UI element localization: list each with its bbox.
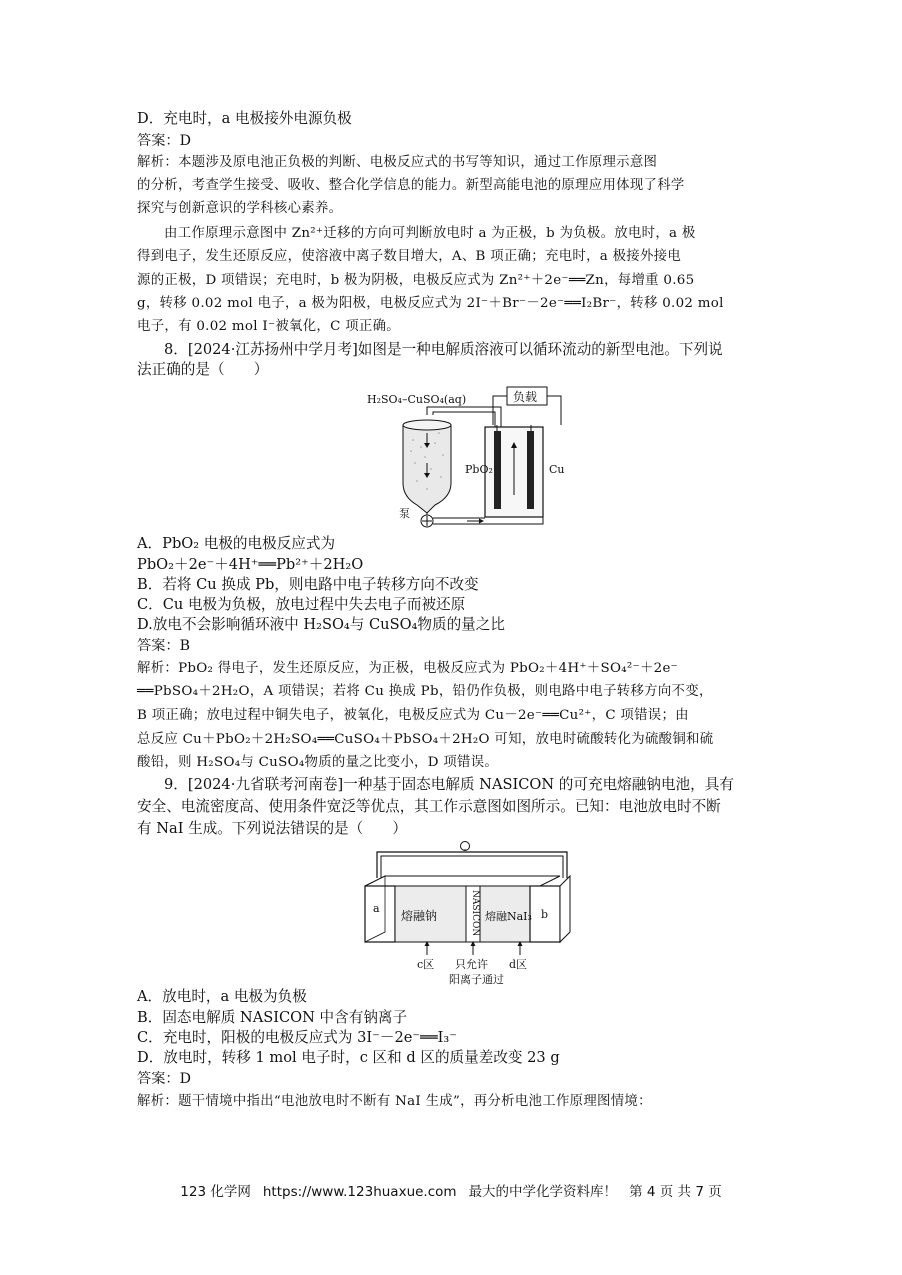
option-c-q9: C．充电时，阳极的电极反应式为 3I⁻－2e⁻══I₃⁻ <box>137 1029 457 1046</box>
circulating-battery-diagram <box>355 385 585 530</box>
load-label: 负载 <box>513 390 538 404</box>
note-line-2: 阳离子通过 <box>449 973 504 985</box>
option-c-q8: C．Cu 电极为负极，放电过程中失去电子而被还原 <box>137 596 466 613</box>
footer-slogan: 最大的中学化学资料库！ <box>468 1184 618 1200</box>
option-b-q8: B．若将 Cu 换成 Pb，则电路中电子转移方向不改变 <box>137 576 479 593</box>
analysis-line: 解析：PbO₂ 得电子，发生还原反应，为正极，电极反应式为 PbO₂＋4H⁺＋SO₄²⁻＋2e⁻ <box>137 661 679 676</box>
left-melt-label: 熔融钠 <box>401 909 438 923</box>
molten-sodium-battery-diagram <box>355 840 585 985</box>
solution-label: H₂SO₄–CuSO₄(aq) <box>367 393 467 406</box>
note-line-1: 只允许 <box>455 958 488 971</box>
option-b-q9: B．固态电解质 NASICON 中含有钠离子 <box>137 1009 408 1026</box>
analysis-line: 电子，有 0.02 mol I⁻被氧化，C 项正确。 <box>137 319 400 334</box>
zone-d-label: d区 <box>509 958 528 971</box>
pbo2-electrode-label: PbO₂ <box>465 463 493 476</box>
analysis-line: 得到电子，发生还原反应，使溶液中离子数目增大，A、B 项正确；充电时，a 极接外接电 <box>137 249 682 264</box>
electrode-a-label: a <box>373 902 380 915</box>
analysis-line: 由工作原理示意图中 Zn²⁺迁移的方向可判断放电时 a 为正极，b 为负极。放电时，a 极 <box>164 226 696 241</box>
answer-q7: 答案：D <box>137 133 191 149</box>
separator-label: NASICON <box>470 890 480 937</box>
right-melt-label: 熔融NaI₃ <box>485 910 532 923</box>
analysis-line: 酸铅，则 H₂SO₄与 CuSO₄物质的量之比变小，D 项错误。 <box>137 755 499 770</box>
footer-page-number: 第 4 页 共 7 页 <box>629 1184 722 1200</box>
option-a-q9: A．放电时，a 电极为负极 <box>137 988 307 1005</box>
option-d-q7: D．充电时，a 电极接外电源负极 <box>137 110 352 127</box>
footer-site: 123 化学网 <box>180 1184 251 1200</box>
analysis-line: g，转移 0.02 mol 电子，a 极为阳极，电极反应式为 2I⁻＋Br⁻－2e⁻══I₂Br⁻，转移 0.02 mol <box>137 296 724 311</box>
cu-electrode-label: Cu <box>549 463 565 476</box>
question-8-stem: 8．[2024·江苏扬州中学月考]如图是一种电解质溶液可以循环流动的新型电池。下列说 <box>164 341 723 358</box>
lightbulb-icon <box>461 842 470 851</box>
battery-figure-q8 <box>355 385 585 530</box>
question-9-stem: 9．[2024·九省联考河南卷]一种基于固态电解质 NASICON 的可充电熔融钠电池，具有 <box>164 776 734 793</box>
question-9-stem: 安全、电流密度高、使用条件宽泛等优点，其工作示意图如图所示。已知：电池放电时不断 <box>137 798 721 815</box>
option-a-equation-q8: PbO₂＋2e⁻＋4H⁺══Pb²⁺＋2H₂O <box>137 556 364 573</box>
footer-url[interactable]: https://www.123huaxue.com <box>262 1184 457 1200</box>
analysis-line: B 项正确；放电过程中铜失电子，被氧化，电极反应式为 Cu－2e⁻══Cu²⁺，C 项错误；由 <box>137 708 689 723</box>
pump-label: 泵 <box>399 507 410 520</box>
option-a-q8: A．PbO₂ 电极的电极反应式为 <box>137 535 336 552</box>
page-footer <box>0 1180 902 1200</box>
option-d-q8: D.放电不会影响循环液中 H₂SO₄与 CuSO₄物质的量之比 <box>137 616 505 633</box>
analysis-line: 的分析，考查学生接受、吸收、整合化学信息的能力。新型高能电池的原理应用体现了科学 <box>137 178 685 193</box>
answer-q8: 答案：B <box>137 638 190 654</box>
analysis-line: 解析：题干情境中指出“电池放电时不断有 NaI 生成”，再分析电池工作原理图情境： <box>137 1094 652 1109</box>
analysis-line: 总反应 Cu＋PbO₂＋2H₂SO₄══CuSO₄＋PbSO₄＋2H₂O 可知，放电时硫酸转化为硫酸铜和硫 <box>137 732 714 747</box>
answer-q9: 答案：D <box>137 1071 191 1087</box>
zone-c-label: c区 <box>417 958 435 971</box>
option-d-q9: D．放电时，转移 1 mol 电子时，c 区和 d 区的质量差改变 23 g <box>137 1049 560 1066</box>
battery-figure-q9 <box>355 840 585 985</box>
question-9-stem: 有 NaI 生成。下列说法错误的是（ ） <box>137 820 408 837</box>
analysis-line: 解析：本题涉及原电池正负极的判断、电极反应式的书写等知识，通过工作原理示意图 <box>137 155 658 170</box>
electrode-b-label: b <box>541 908 549 921</box>
analysis-line: 探究与创新意识的学科核心素养。 <box>137 201 343 216</box>
analysis-line: 源的正极，D 项错误；充电时，b 极为阴极，电极反应式为 Zn²⁺＋2e⁻══Zn，每增重 0.65 <box>137 273 695 288</box>
question-8-stem: 法正确的是（ ） <box>137 361 269 378</box>
analysis-line: ══PbSO₄＋2H₂O，A 项错误；若将 Cu 换成 Pb，铅仍作负极，则电路中电子转移方向不变， <box>137 684 713 699</box>
